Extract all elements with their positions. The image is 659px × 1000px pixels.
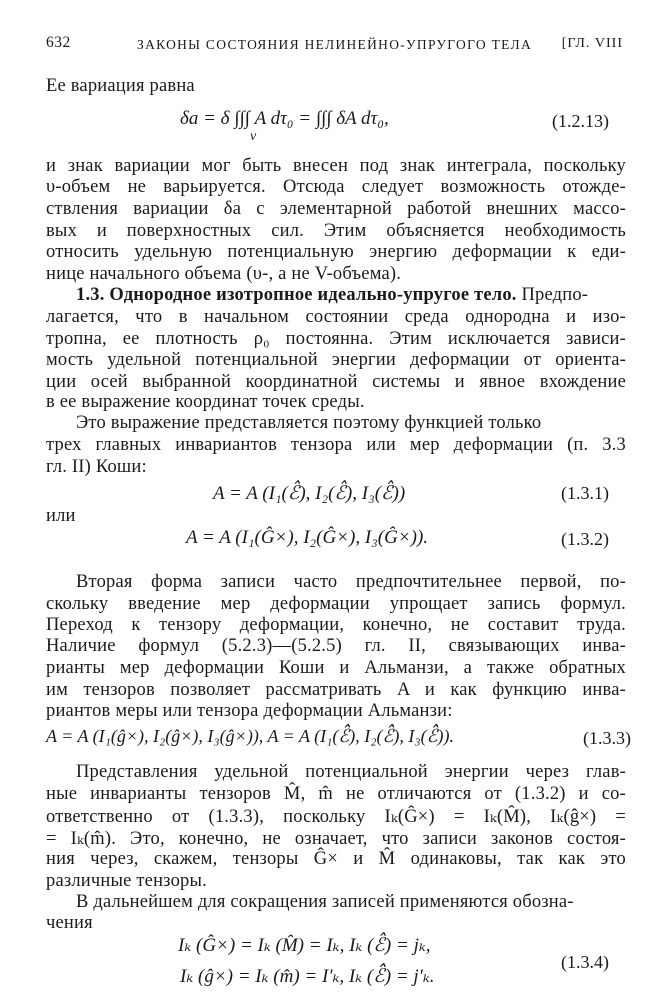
- text-line: вых и поверхностных сил. Этим объясняется необходимость: [46, 221, 626, 242]
- equation-1-3-4-line-2: Iₖ (ĝ×) = Iₖ (m̂) = I′ₖ, Iₖ (ℰ̂̂) = j′ₖ.: [180, 966, 435, 987]
- section-heading-line: [76, 285, 588, 306]
- text-line: В дальнейшем для сокращения записей применяются обозна-: [76, 892, 574, 913]
- text-line: Вторая форма записи часто предпочтительнее первой, по-: [76, 571, 626, 592]
- text-line: Наличие формул (5.2.3)—(5.2.5) гл. II, связывающих инва-: [46, 636, 626, 657]
- text-line: им тензоров позволяет рассматривать A и как функцию инва-: [46, 680, 626, 700]
- text-line: относить удельную потенциальную энергию деформации к еди-: [46, 242, 626, 263]
- text-line: различные тензоры.: [46, 870, 207, 891]
- equation-1-3-3: A = A (I₁(ĝ×), I₂(ĝ×), I₃(ĝ×)), A = A (I₁(ℰ̂̂), I₂(ℰ̂̂), I₃(ℰ̂̂)).: [46, 726, 455, 747]
- text-line: лагается, что в начальном состоянии среда однородна и изо-: [46, 306, 626, 327]
- text-line: Это выражение представляется поэтому функцией только: [76, 413, 542, 434]
- equation-1-3-1: A = A (I₁(ℰ̂), I₂(ℰ̂), I₃(ℰ̂)): [213, 482, 406, 504]
- text-line: мость удельной потенциальной энергии деформации от ориента-: [46, 349, 626, 370]
- text-line: = Iₖ(m̂). Это, конечно, не означает, что записи законов состоя-: [46, 828, 626, 849]
- text-line: ции осей выбранной координатной системы и явное вхождение: [46, 371, 626, 392]
- equation-number-1-3-3: (1.3.3): [583, 728, 631, 749]
- chapter-label: [ГЛ. VIII: [561, 36, 623, 51]
- text-line: чения: [46, 913, 93, 934]
- text-line: ния через, скажем, тензоры Ĝ× и M̂ одинаковы, так как это: [46, 848, 626, 869]
- text-fragment: Предпо-: [521, 284, 589, 305]
- text-line: Представления удельной потенциальной энергии через глав-: [76, 762, 626, 783]
- equation-number-1-3-2: (1.3.2): [561, 528, 609, 549]
- paragraph-intro: Ее вариация равна: [46, 76, 195, 96]
- equation-1-3-2: A = A (I₁(Ĝ×), I₂(Ĝ×), I₃(Ĝ×)).: [186, 527, 429, 549]
- text-line: скольку введение мер деформации упрощает запись формул.: [46, 593, 626, 614]
- text-line: ные инварианты тензоров M̂, m̂ не отличаются от (1.3.2) и со-: [46, 784, 626, 805]
- equation-number-1-3-4: (1.3.4): [561, 951, 609, 972]
- text-line: ствления вариации δa с элементарной работой внешних массо-: [46, 199, 626, 220]
- page-number: 632: [46, 34, 71, 51]
- equation-1-2-13: δa = δ ∫∫∫ A dτ₀ = ∫∫∫ δA dτ₀,: [180, 107, 389, 129]
- equation-1-3-4-line-1: Iₖ (Ĝ×) = Iₖ (M̂) = Iₖ, Iₖ (ℰ̂) = jₖ,: [178, 935, 431, 957]
- text-line: рианты мер деформации Коши и Альманзи, а также обратных: [46, 658, 626, 679]
- text-line: или: [46, 506, 76, 527]
- text-line: нице начального объема (υ-, а не V-объема).: [46, 263, 402, 284]
- text-line: тропна, ее плотность ρ₀ постоянна. Этим исключается зависи-: [46, 328, 626, 349]
- text-line: трех главных инвариантов тензора или мер деформации (п. 3.3: [46, 435, 626, 456]
- text-line: в ее выражение координат точек среды.: [46, 392, 365, 413]
- equation-number-1-2-13: (1.2.13): [552, 111, 609, 131]
- text-line: риантов меры или тензора деформации Альманзи:: [46, 701, 453, 721]
- text-line: и знак вариации мог быть внесен под знак интеграла, поскольку: [46, 156, 626, 177]
- equation-number-1-3-1: (1.3.1): [561, 483, 609, 504]
- text-line: ответственно от (1.3.3), поскольку Iₖ(Ĝ×) = Iₖ(M̂), Iₖ(ĝ×) =: [46, 806, 626, 827]
- text-line: υ-объем не варьируется. Отсюда следует возможность отожде-: [46, 177, 626, 198]
- section-title: 1.3. Однородное изотропное идеально-упругое тело.: [76, 284, 517, 305]
- equation-1-2-13-limit: v: [250, 129, 257, 145]
- text-line: гл. II) Коши:: [46, 457, 147, 478]
- text-line: Переход к тензору деформации, конечно, не составит труда.: [46, 615, 626, 636]
- running-title: ЗАКОНЫ СОСТОЯНИЯ НЕЛИНЕЙНО-УПРУГОГО ТЕЛА: [137, 37, 533, 52]
